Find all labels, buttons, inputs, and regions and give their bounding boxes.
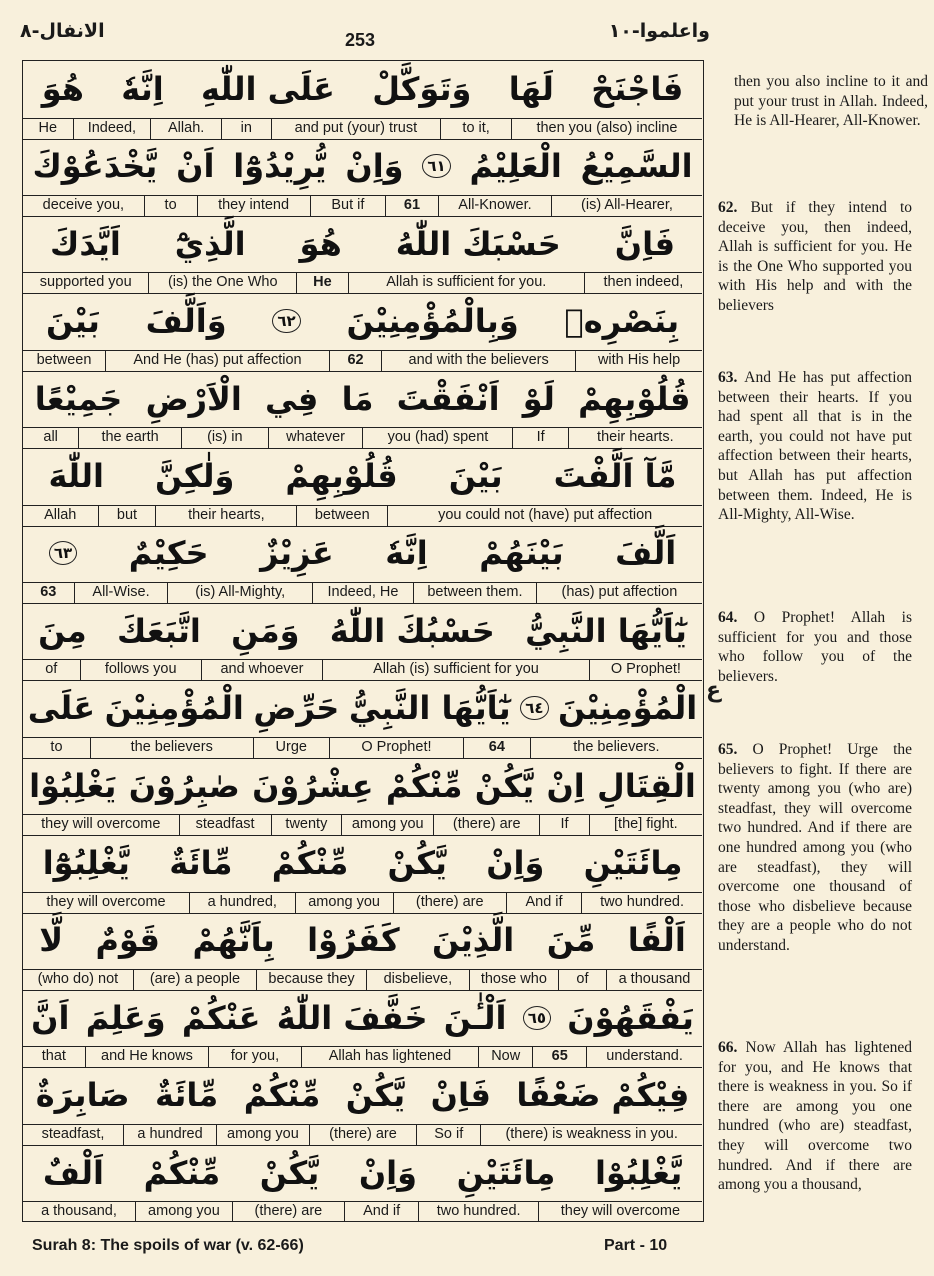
gloss-cell: among you	[216, 1125, 309, 1145]
translation-paragraph	[718, 72, 928, 131]
arabic-line	[23, 216, 702, 272]
gloss-cell: (there) are	[393, 893, 506, 913]
translation-text: then you also incline to it and put your trust in Allah. Indeed, He is All-Hearer, All-Knower.	[734, 73, 928, 130]
arabic-word: عِشْرُوْنَ	[252, 766, 374, 805]
verse-row	[23, 525, 702, 604]
gloss-cell: in	[221, 119, 271, 139]
gloss-cell: for you,	[208, 1047, 301, 1067]
arabic-word: اَنَّ	[31, 998, 70, 1037]
arabic-word: بِنَصْرِهٖ	[564, 302, 680, 341]
gloss-cell: (is) in	[181, 428, 268, 448]
gloss-cell: (who do) not	[37, 970, 119, 987]
gloss-line	[23, 118, 702, 139]
verse-number: 65.	[718, 741, 753, 758]
gloss-cell: (is) the One Who	[148, 273, 296, 293]
arabic-line	[23, 1145, 702, 1201]
arabic-word: عَنْكُمْ	[181, 998, 261, 1037]
arabic-word: ٦١	[422, 154, 450, 178]
arabic-word: جَمِيْعًا	[34, 379, 123, 418]
gloss-cell: Urge	[253, 738, 330, 758]
arabic-line	[23, 525, 702, 581]
gloss-line	[23, 1124, 702, 1145]
arabic-word: اَلْـٰٔنَ	[443, 998, 507, 1037]
gloss-cell: (is) All-Mighty,	[167, 583, 311, 603]
arabic-word: مِّنْكُمْ	[271, 844, 349, 882]
gloss-cell: because they	[256, 970, 366, 990]
translation-text: O Prophet! Allah is sufficient for you and those who follow you of the believers.	[718, 609, 912, 685]
footer-part: Part - 10	[604, 1237, 668, 1254]
page-number: 253	[344, 30, 376, 50]
translation-text: O Prophet! Urge the believers to fight. If there are twenty among you (who are) steadfast, they will overcome two hundred. And if there are one hundred among you (who are steadfast), they will overcome one thousand of those who disbelieve because they are a people who do not understand.	[718, 741, 913, 954]
gloss-cell: follows you	[80, 660, 201, 680]
arabic-word: اَنْ	[176, 147, 215, 186]
gloss-cell: among you	[341, 815, 433, 835]
arabic-word: اَيَّدَكَ	[50, 224, 121, 263]
gloss-cell: you (had) spent	[362, 428, 512, 448]
arabic-word: وَاِنْ	[345, 147, 404, 186]
arabic-word: مِنَ	[38, 611, 87, 650]
gloss-cell: among you	[135, 1202, 232, 1222]
arabic-word: يَغْلِبُوْا	[29, 766, 117, 805]
arabic-word: اتَّبَعَكَ	[116, 611, 201, 650]
arabic-word: حَسْبُكَ اللّٰهُ	[329, 611, 495, 650]
arabic-word: لَهَا	[508, 70, 554, 108]
verse-row	[23, 448, 702, 527]
gloss-cell: But if	[310, 196, 385, 216]
gloss-cell: supported you	[39, 274, 132, 291]
arabic-word: كَفَرُوْا	[307, 921, 400, 960]
gloss-cell: 62	[329, 351, 381, 371]
arabic-word: فَاِنْ	[430, 1076, 491, 1115]
gloss-cell: they will overcome	[538, 1202, 702, 1222]
gloss-cell: Allah	[44, 506, 77, 523]
arabic-word: بَيْنَ	[448, 457, 503, 495]
arabic-word: اِنْ	[546, 766, 585, 805]
gloss-line	[23, 737, 702, 758]
translation-paragraph	[718, 368, 912, 525]
gloss-cell: and whoever	[201, 660, 322, 680]
gloss-cell: those who	[469, 970, 558, 990]
arabic-word: الْاَرْضِ	[145, 379, 242, 418]
arabic-word: مِّنَ	[546, 921, 596, 960]
arabic-word: فِي	[265, 379, 319, 418]
gloss-cell: two hundred.	[418, 1202, 537, 1222]
gloss-line	[23, 195, 702, 216]
verse-row	[23, 61, 702, 140]
arabic-line	[23, 293, 702, 349]
gloss-cell: (there) is weakness in you.	[480, 1125, 702, 1145]
gloss-cell: All-Wise.	[74, 583, 168, 603]
juz-header: واعلموا-١٠	[608, 20, 710, 42]
arabic-word: وَاِنْ	[358, 1153, 417, 1192]
translation-paragraph	[718, 1038, 912, 1195]
ruku-mark: ع	[706, 678, 722, 703]
gloss-cell: then indeed,	[584, 273, 702, 293]
gloss-line	[23, 272, 702, 293]
arabic-word: وَاِنْ	[486, 844, 545, 882]
gloss-cell: a hundred	[123, 1125, 216, 1145]
gloss-line	[23, 969, 702, 990]
gloss-cell: disbelieve,	[366, 970, 469, 990]
gloss-cell: And if	[506, 893, 581, 913]
gloss-cell: (there) are	[232, 1202, 344, 1222]
arabic-word: وَبِالْمُؤْمِنِيْنَ	[346, 302, 519, 341]
arabic-word: اِنَّهٗ	[385, 534, 428, 573]
verse-row	[23, 1067, 702, 1146]
arabic-word: صَابِرَةٌ	[35, 1076, 130, 1115]
arabic-word: عَلَى	[27, 689, 96, 728]
arabic-word: بَيْنَ	[45, 302, 100, 341]
gloss-cell: (there) are	[433, 815, 539, 835]
gloss-cell: the believers	[90, 738, 253, 758]
gloss-line	[23, 427, 702, 448]
arabic-word: قَوْمٌ	[95, 921, 160, 960]
arabic-word: ٦٢	[272, 309, 300, 333]
arabic-word: مِّائَةٌ	[169, 844, 233, 882]
gloss-cell: between	[36, 351, 92, 368]
arabic-word: يُّرِيْدُوْٓا	[233, 147, 327, 186]
arabic-word: اَلْفٌ	[42, 1153, 104, 1192]
verse-row	[23, 912, 702, 991]
arabic-word: عَلَى اللّٰهِ	[201, 70, 335, 108]
arabic-line	[23, 603, 702, 659]
gloss-cell: Indeed,	[73, 119, 151, 139]
gloss-cell: 64	[463, 738, 530, 758]
gloss-cell: and with the believers	[381, 351, 575, 371]
gloss-cell: whatever	[268, 428, 363, 448]
arabic-word: اَنْفَقْتَ	[396, 379, 500, 418]
gloss-line	[23, 659, 702, 680]
footer-surah: Surah 8: The spoils of war (v. 62-66)	[32, 1237, 304, 1254]
arabic-word: مِّنْكُمْ	[243, 1076, 321, 1115]
arabic-line	[23, 680, 702, 736]
verse-row	[23, 990, 702, 1069]
gloss-cell: their hearts,	[155, 506, 296, 526]
gloss-cell: a thousand,	[41, 1203, 117, 1220]
gloss-cell: with His help	[575, 351, 702, 371]
verse-row	[23, 216, 702, 295]
arabic-word: مِائَتَيْنِ	[583, 844, 683, 882]
translation-text: And He has put affection between their hearts. If you had spent all that is in the earth, you could not have put affection between their hearts, but Allah has put affection between them. Indeed, He is All-Mighty, All-Wise.	[718, 369, 913, 524]
gloss-cell: of	[558, 970, 606, 990]
gloss-cell: they intend	[197, 196, 310, 216]
arabic-word: وَاَلَّفَ	[145, 302, 227, 341]
verse-row	[23, 758, 702, 837]
arabic-word: اِنَّهٗ	[121, 70, 164, 108]
gloss-cell: 61	[385, 196, 438, 216]
arabic-word: يَّكُنْ	[387, 844, 447, 882]
arabic-word: لَوْ	[522, 379, 555, 418]
gloss-cell: Allah.	[150, 119, 221, 139]
arabic-word: مِّائَةٌ	[154, 1076, 219, 1115]
arabic-word: وَتَوَكَّلْ	[372, 70, 472, 108]
arabic-word: فَاِنَّ	[614, 224, 676, 263]
translation-paragraph	[718, 608, 912, 686]
gloss-cell: you could not (have) put affection	[387, 506, 702, 526]
arabic-word: مِّنْكُمْ	[385, 766, 463, 805]
arabic-word: يٰٓاَيُّهَا النَّبِيُّ	[525, 611, 687, 650]
verse-row	[23, 371, 702, 450]
verse-number: 66.	[718, 1039, 746, 1056]
arabic-word: قُلُوْبِهِمْ	[285, 457, 398, 495]
word-by-word-grid	[22, 60, 704, 1222]
arabic-word: يَّغْلِبُوْٓا	[42, 844, 130, 882]
arabic-word: وَعَلِمَ	[85, 998, 166, 1037]
arabic-line	[23, 912, 702, 968]
gloss-cell: Now	[478, 1047, 532, 1067]
arabic-word: يَّكُنْ	[259, 1153, 320, 1192]
arabic-line	[23, 448, 702, 504]
gloss-line	[23, 1201, 702, 1222]
arabic-word: السَّمِيْعُ	[580, 147, 693, 186]
gloss-cell: [the] fight.	[589, 815, 702, 835]
arabic-word: فِيْكُمْ ضَعْفًا	[516, 1076, 690, 1115]
translation-paragraph	[718, 740, 912, 956]
gloss-cell: If	[539, 815, 589, 835]
gloss-cell: twenty	[271, 815, 342, 835]
gloss-line	[23, 505, 702, 526]
gloss-cell: the believers.	[530, 738, 702, 758]
arabic-line	[23, 138, 702, 194]
gloss-cell: to	[50, 738, 63, 755]
verse-row	[23, 293, 702, 372]
verse-row	[23, 680, 702, 759]
arabic-word: وَمَنِ	[231, 611, 300, 650]
gloss-cell: but	[98, 506, 156, 526]
verse-number: 63.	[718, 369, 745, 386]
surah-header: الانفال-٨	[20, 20, 105, 42]
gloss-cell: (is) All-Hearer,	[551, 196, 702, 216]
arabic-word: مَا	[341, 379, 374, 418]
arabic-line	[23, 371, 702, 427]
arabic-word: حَسْبَكَ اللّٰهُ	[395, 224, 561, 263]
gloss-cell: understand.	[586, 1047, 702, 1067]
gloss-cell: to	[144, 196, 197, 216]
gloss-line	[23, 350, 702, 371]
gloss-cell: two hundred.	[581, 893, 702, 913]
arabic-word: صٰبِرُوْنَ	[128, 766, 240, 805]
gloss-cell: O Prophet!	[329, 738, 463, 758]
arabic-word: الْقِتَالِ	[597, 766, 696, 805]
gloss-cell: Allah is sufficient for you.	[348, 273, 584, 293]
gloss-cell: a thousand	[606, 970, 702, 990]
arabic-word: بِاَنَّهُمْ	[192, 921, 275, 960]
arabic-line	[23, 990, 702, 1046]
arabic-word: اللّٰهَ	[48, 457, 104, 495]
gloss-cell: All-Knower.	[438, 196, 551, 216]
arabic-word: الَّذِيْنَ	[431, 921, 515, 960]
arabic-word: اَلْفًا	[627, 921, 686, 960]
gloss-cell: If	[512, 428, 567, 448]
gloss-line	[23, 814, 702, 835]
arabic-word: يَّغْلِبُوْا	[594, 1153, 683, 1192]
gloss-line	[23, 1046, 702, 1067]
arabic-word: ٦٣	[49, 541, 77, 565]
gloss-line	[23, 582, 702, 603]
arabic-word: حَكِيْمٌ	[128, 534, 209, 573]
arabic-word: مِائَتَيْنِ	[456, 1153, 556, 1192]
arabic-word: عَزِيْزٌ	[260, 534, 334, 573]
gloss-cell: (there) are	[309, 1125, 416, 1145]
arabic-word: وَلٰكِنَّ	[155, 457, 235, 495]
arabic-word: يَّخْدَعُوْكَ	[32, 147, 158, 186]
gloss-cell: of	[45, 661, 58, 678]
gloss-cell: and He knows	[85, 1047, 208, 1067]
gloss-cell: He	[38, 119, 58, 136]
arabic-word: يَفْقَهُوْنَ	[567, 998, 694, 1037]
arabic-line	[23, 758, 702, 814]
arabic-word: مَّآ اَلَّفْتَ	[553, 457, 677, 495]
gloss-cell: then you (also) incline	[511, 119, 702, 139]
arabic-word: فَاجْنَحْ	[591, 70, 684, 108]
verse-number: 64.	[718, 609, 754, 626]
gloss-cell: O Prophet!	[589, 660, 702, 680]
verse-row	[23, 603, 702, 682]
arabic-word: هُوَ	[299, 224, 342, 263]
gloss-cell: to it,	[440, 119, 511, 139]
arabic-line	[23, 1067, 702, 1123]
gloss-line	[23, 892, 702, 913]
verse-row	[23, 1145, 702, 1223]
verse-row	[23, 138, 702, 217]
gloss-cell: their hearts.	[568, 428, 702, 448]
gloss-cell: a hundred,	[189, 893, 295, 913]
arabic-word: لَّا	[39, 921, 64, 960]
arabic-word: خَفَّفَ اللّٰهُ	[276, 998, 428, 1037]
gloss-cell: Allah (is) sufficient for you	[322, 660, 589, 680]
arabic-word: يٰٓاَيُّهَا النَّبِيُّ	[348, 689, 511, 728]
arabic-word: الْمُؤْمِنِيْنَ	[104, 689, 244, 728]
gloss-cell: they will overcome	[46, 893, 166, 910]
gloss-cell: all	[43, 429, 58, 446]
arabic-word: قُلُوْبِهِمْ	[578, 379, 691, 418]
gloss-cell: and put (your) trust	[271, 119, 441, 139]
gloss-cell: Indeed, He	[312, 583, 413, 603]
translation-paragraph	[718, 198, 912, 316]
gloss-cell: And if	[344, 1202, 419, 1222]
arabic-line	[23, 835, 702, 891]
gloss-cell: between them.	[413, 583, 536, 603]
gloss-cell: 63	[40, 583, 57, 600]
arabic-word: يَّكُنْ	[345, 1076, 406, 1115]
arabic-word: الَّذِيْٓ	[174, 224, 246, 263]
arabic-word: الْعَلِيْمُ	[469, 147, 562, 186]
arabic-word: حَرِّضِ	[253, 689, 340, 728]
gloss-cell: that	[41, 1048, 66, 1065]
gloss-cell: among you	[295, 893, 393, 913]
arabic-word: مِّنْكُمْ	[143, 1153, 221, 1192]
arabic-word: ٦٥	[523, 1006, 551, 1030]
gloss-cell: He	[296, 273, 348, 293]
arabic-word: اَلَّفَ	[615, 534, 677, 573]
verse-number: 62.	[718, 199, 751, 216]
gloss-cell: steadfast,	[41, 1125, 105, 1142]
gloss-cell: 65	[532, 1047, 586, 1067]
translation-text: But if they intend to deceive you, then indeed, Allah is sufficient for you. He is the One Who supported you with His help and with the believers	[718, 199, 912, 314]
arabic-word: هُوَ	[41, 70, 84, 108]
gloss-cell: And He (has) put affection	[105, 351, 329, 371]
arabic-word: الْمُؤْمِنِيْنَ	[558, 689, 698, 728]
gloss-cell: Allah has lightened	[301, 1047, 478, 1067]
arabic-line	[23, 61, 702, 117]
gloss-cell: (are) a people	[133, 970, 256, 990]
gloss-cell: between	[296, 506, 387, 526]
gloss-cell: (has) put affection	[536, 583, 702, 603]
arabic-word: ٦٤	[520, 696, 548, 720]
translation-text: Now Allah has lightened for you, and He knows that there is weakness in you. So if there are among you one hundred (who are) steadfast, they will overcome two hundred. And if there are among you a thousand,	[718, 1039, 912, 1194]
arabic-word: بَيْنَهُمْ	[479, 534, 564, 573]
gloss-cell: steadfast	[179, 815, 271, 835]
gloss-cell: So if	[416, 1125, 480, 1145]
gloss-cell: deceive you,	[42, 196, 125, 213]
verse-row	[23, 835, 702, 914]
gloss-cell: they will overcome	[41, 816, 161, 833]
arabic-word: يَّكُنْ	[474, 766, 535, 805]
gloss-cell: the earth	[78, 428, 181, 448]
